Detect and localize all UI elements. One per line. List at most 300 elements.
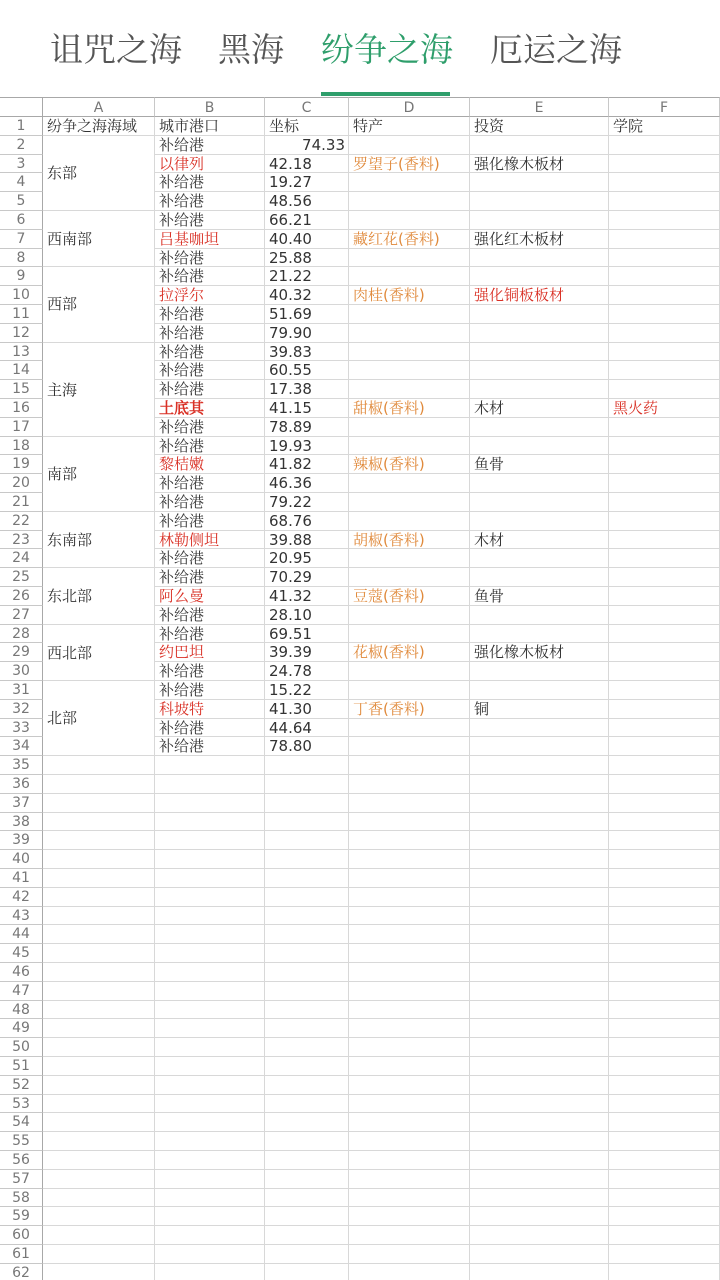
grid-cell[interactable]	[265, 982, 349, 1001]
coordinate-cell[interactable]: 66.21	[265, 211, 349, 230]
grid-cell[interactable]	[609, 173, 720, 192]
coordinate-cell[interactable]: 17.38	[265, 380, 349, 399]
grid-cell[interactable]	[609, 587, 720, 606]
grid-cell[interactable]	[155, 1001, 265, 1020]
grid-cell[interactable]	[43, 1207, 155, 1226]
grid-cell[interactable]	[43, 1245, 155, 1264]
row-header[interactable]: 16	[0, 399, 43, 418]
grid-cell[interactable]	[470, 1226, 609, 1245]
coordinate-cell[interactable]: 78.89	[265, 418, 349, 437]
coordinate-cell[interactable]: 60.55	[265, 361, 349, 380]
coordinate-cell[interactable]: 21.22	[265, 267, 349, 286]
grid-cell[interactable]	[609, 737, 720, 756]
grid-cell[interactable]	[155, 1207, 265, 1226]
grid-cell[interactable]	[349, 775, 470, 794]
grid-cell[interactable]	[265, 1226, 349, 1245]
grid-cell[interactable]	[470, 1076, 609, 1095]
grid-cell[interactable]	[609, 1001, 720, 1020]
grid-cell[interactable]	[349, 549, 470, 568]
grid-cell[interactable]	[609, 681, 720, 700]
grid-cell[interactable]	[349, 1076, 470, 1095]
grid-cell[interactable]	[609, 455, 720, 474]
grid-cell[interactable]	[470, 982, 609, 1001]
grid-cell[interactable]	[265, 794, 349, 813]
region-cell[interactable]: 西南部	[43, 211, 155, 267]
grid-cell[interactable]	[155, 775, 265, 794]
grid-cell[interactable]	[265, 1057, 349, 1076]
grid-cell[interactable]	[349, 493, 470, 512]
grid-cell[interactable]	[609, 549, 720, 568]
grid-cell[interactable]	[470, 1019, 609, 1038]
header-cell[interactable]: 坐标	[265, 117, 349, 136]
coordinate-cell[interactable]: 69.51	[265, 625, 349, 644]
grid-cell[interactable]	[470, 136, 609, 155]
row-header[interactable]: 14	[0, 361, 43, 380]
grid-cell[interactable]	[349, 925, 470, 944]
grid-cell[interactable]	[609, 982, 720, 1001]
grid-cell[interactable]	[43, 813, 155, 832]
coordinate-cell[interactable]: 19.93	[265, 437, 349, 456]
row-header[interactable]: 34	[0, 737, 43, 756]
grid-cell[interactable]	[470, 418, 609, 437]
row-header[interactable]: 37	[0, 794, 43, 813]
grid-cell[interactable]	[43, 1189, 155, 1208]
city-cell[interactable]: 补给港	[155, 305, 265, 324]
grid-cell[interactable]	[349, 343, 470, 362]
grid-cell[interactable]	[609, 775, 720, 794]
grid-cell[interactable]	[265, 1076, 349, 1095]
grid-cell[interactable]	[349, 606, 470, 625]
row-header[interactable]: 25	[0, 568, 43, 587]
row-header[interactable]: 50	[0, 1038, 43, 1057]
region-cell[interactable]: 东南部	[43, 512, 155, 568]
grid-cell[interactable]	[155, 1076, 265, 1095]
grid-cell[interactable]	[609, 1057, 720, 1076]
coordinate-cell[interactable]: 48.56	[265, 192, 349, 211]
grid-cell[interactable]	[470, 850, 609, 869]
coordinate-cell[interactable]: 40.32	[265, 286, 349, 305]
region-cell[interactable]: 西北部	[43, 625, 155, 681]
grid-cell[interactable]	[155, 907, 265, 926]
row-header[interactable]: 61	[0, 1245, 43, 1264]
grid-cell[interactable]	[470, 493, 609, 512]
city-cell[interactable]: 吕基咖坦	[155, 230, 265, 249]
coordinate-cell[interactable]: 24.78	[265, 662, 349, 681]
grid-cell[interactable]	[43, 756, 155, 775]
row-header[interactable]: 7	[0, 230, 43, 249]
row-header[interactable]: 62	[0, 1264, 43, 1280]
row-header[interactable]: 32	[0, 700, 43, 719]
row-header[interactable]: 57	[0, 1170, 43, 1189]
tab-black-sea[interactable]: 黑海	[218, 30, 284, 69]
row-header[interactable]: 44	[0, 925, 43, 944]
city-cell[interactable]: 补给港	[155, 361, 265, 380]
grid-cell[interactable]	[349, 1095, 470, 1114]
grid-cell[interactable]	[349, 249, 470, 268]
grid-cell[interactable]	[349, 1001, 470, 1020]
city-cell[interactable]: 补给港	[155, 267, 265, 286]
grid-cell[interactable]	[349, 850, 470, 869]
grid-cell[interactable]	[470, 1095, 609, 1114]
region-cell[interactable]: 南部	[43, 437, 155, 512]
city-cell[interactable]: 补给港	[155, 549, 265, 568]
grid-cell[interactable]	[43, 775, 155, 794]
grid-cell[interactable]	[155, 1170, 265, 1189]
city-cell[interactable]: 黎桔嫩	[155, 455, 265, 474]
row-header[interactable]: 13	[0, 343, 43, 362]
grid-cell[interactable]	[265, 907, 349, 926]
grid-cell[interactable]	[349, 982, 470, 1001]
grid-cell[interactable]	[349, 813, 470, 832]
grid-cell[interactable]	[43, 1113, 155, 1132]
grid-cell[interactable]	[609, 230, 720, 249]
grid-cell[interactable]	[609, 1076, 720, 1095]
grid-cell[interactable]	[470, 568, 609, 587]
coordinate-cell[interactable]: 74.33	[265, 136, 349, 155]
grid-cell[interactable]	[609, 1132, 720, 1151]
grid-cell[interactable]	[470, 249, 609, 268]
grid-cell[interactable]	[155, 794, 265, 813]
grid-cell[interactable]	[609, 418, 720, 437]
grid-cell[interactable]	[609, 700, 720, 719]
coordinate-cell[interactable]: 46.36	[265, 474, 349, 493]
specialty-cell[interactable]: 胡椒(香料)	[349, 531, 470, 550]
grid-cell[interactable]	[265, 1095, 349, 1114]
grid-cell[interactable]	[43, 869, 155, 888]
grid-cell[interactable]	[265, 963, 349, 982]
grid-cell[interactable]	[349, 794, 470, 813]
grid-cell[interactable]	[43, 982, 155, 1001]
column-header-e[interactable]: E	[470, 97, 609, 117]
grid-cell[interactable]	[349, 719, 470, 738]
row-header[interactable]: 40	[0, 850, 43, 869]
coordinate-cell[interactable]: 51.69	[265, 305, 349, 324]
grid-cell[interactable]	[349, 380, 470, 399]
grid-cell[interactable]	[609, 1207, 720, 1226]
investment-cell[interactable]: 鱼骨	[470, 587, 609, 606]
grid-cell[interactable]	[470, 1038, 609, 1057]
grid-cell[interactable]	[470, 681, 609, 700]
grid-cell[interactable]	[155, 1038, 265, 1057]
grid-cell[interactable]	[265, 1189, 349, 1208]
grid-cell[interactable]	[609, 155, 720, 174]
grid-cell[interactable]	[265, 775, 349, 794]
grid-cell[interactable]	[265, 1038, 349, 1057]
row-header[interactable]: 9	[0, 267, 43, 286]
grid-cell[interactable]	[470, 549, 609, 568]
city-cell[interactable]: 土底其	[155, 399, 265, 418]
grid-cell[interactable]	[349, 1226, 470, 1245]
grid-cell[interactable]	[609, 756, 720, 775]
row-header[interactable]: 58	[0, 1189, 43, 1208]
coordinate-cell[interactable]: 78.80	[265, 737, 349, 756]
grid-cell[interactable]	[349, 1207, 470, 1226]
grid-cell[interactable]	[155, 850, 265, 869]
grid-cell[interactable]	[609, 286, 720, 305]
grid-cell[interactable]	[265, 831, 349, 850]
header-cell[interactable]: 特产	[349, 117, 470, 136]
grid-cell[interactable]	[609, 1019, 720, 1038]
grid-cell[interactable]	[349, 963, 470, 982]
row-header[interactable]: 22	[0, 512, 43, 531]
investment-cell[interactable]: 强化铜板板材	[470, 286, 609, 305]
grid-cell[interactable]	[43, 963, 155, 982]
row-header[interactable]: 26	[0, 587, 43, 606]
specialty-cell[interactable]: 丁香(香料)	[349, 700, 470, 719]
city-cell[interactable]: 补给港	[155, 719, 265, 738]
row-header[interactable]: 59	[0, 1207, 43, 1226]
grid-cell[interactable]	[349, 474, 470, 493]
grid-cell[interactable]	[470, 719, 609, 738]
coordinate-cell[interactable]: 79.90	[265, 324, 349, 343]
row-header[interactable]: 54	[0, 1113, 43, 1132]
grid-cell[interactable]	[349, 192, 470, 211]
grid-cell[interactable]	[609, 343, 720, 362]
city-cell[interactable]: 以律列	[155, 155, 265, 174]
coordinate-cell[interactable]: 40.40	[265, 230, 349, 249]
row-header[interactable]: 38	[0, 813, 43, 832]
grid-cell[interactable]	[349, 681, 470, 700]
grid-cell[interactable]	[155, 888, 265, 907]
coordinate-cell[interactable]: 44.64	[265, 719, 349, 738]
grid-cell[interactable]	[349, 211, 470, 230]
grid-cell[interactable]	[470, 925, 609, 944]
grid-cell[interactable]	[470, 192, 609, 211]
row-header[interactable]: 15	[0, 380, 43, 399]
grid-cell[interactable]	[470, 437, 609, 456]
grid-cell[interactable]	[609, 625, 720, 644]
row-header[interactable]: 33	[0, 719, 43, 738]
header-cell[interactable]: 城市港口	[155, 117, 265, 136]
header-cell[interactable]: 投资	[470, 117, 609, 136]
grid-cell[interactable]	[609, 380, 720, 399]
grid-cell[interactable]	[609, 512, 720, 531]
grid-cell[interactable]	[609, 963, 720, 982]
coordinate-cell[interactable]: 19.27	[265, 173, 349, 192]
grid-cell[interactable]	[43, 1038, 155, 1057]
row-header[interactable]: 51	[0, 1057, 43, 1076]
city-cell[interactable]: 补给港	[155, 173, 265, 192]
grid-cell[interactable]	[155, 1264, 265, 1280]
row-header[interactable]: 35	[0, 756, 43, 775]
spreadsheet-grid[interactable]	[0, 97, 720, 1280]
grid-cell[interactable]	[155, 756, 265, 775]
grid-cell[interactable]	[43, 888, 155, 907]
city-cell[interactable]: 补给港	[155, 493, 265, 512]
grid-cell[interactable]	[609, 606, 720, 625]
grid-cell[interactable]	[155, 813, 265, 832]
grid-cell[interactable]	[265, 1001, 349, 1020]
city-cell[interactable]: 拉浮尔	[155, 286, 265, 305]
city-cell[interactable]: 补给港	[155, 681, 265, 700]
column-header-b[interactable]: B	[155, 97, 265, 117]
grid-cell[interactable]	[609, 568, 720, 587]
grid-cell[interactable]	[349, 831, 470, 850]
city-cell[interactable]: 科坡特	[155, 700, 265, 719]
grid-cell[interactable]	[349, 907, 470, 926]
row-header[interactable]: 27	[0, 606, 43, 625]
grid-cell[interactable]	[609, 1245, 720, 1264]
city-cell[interactable]: 补给港	[155, 606, 265, 625]
row-header[interactable]: 39	[0, 831, 43, 850]
grid-cell[interactable]	[609, 1113, 720, 1132]
row-header[interactable]: 28	[0, 625, 43, 644]
coordinate-cell[interactable]: 25.88	[265, 249, 349, 268]
grid-cell[interactable]	[609, 1095, 720, 1114]
investment-cell[interactable]: 铜	[470, 700, 609, 719]
grid-cell[interactable]	[470, 1189, 609, 1208]
grid-cell[interactable]	[349, 737, 470, 756]
grid-cell[interactable]	[609, 531, 720, 550]
grid-cell[interactable]	[349, 1170, 470, 1189]
grid-cell[interactable]	[349, 568, 470, 587]
grid-cell[interactable]	[349, 136, 470, 155]
row-header[interactable]: 24	[0, 549, 43, 568]
grid-cell[interactable]	[155, 1151, 265, 1170]
grid-cell[interactable]	[43, 1076, 155, 1095]
grid-cell[interactable]	[609, 888, 720, 907]
grid-cell[interactable]	[349, 1189, 470, 1208]
grid-cell[interactable]	[349, 267, 470, 286]
row-header[interactable]: 21	[0, 493, 43, 512]
coordinate-cell[interactable]: 68.76	[265, 512, 349, 531]
grid-cell[interactable]	[609, 305, 720, 324]
grid-cell[interactable]	[609, 944, 720, 963]
grid-cell[interactable]	[470, 267, 609, 286]
specialty-cell[interactable]: 藏红花(香料)	[349, 230, 470, 249]
column-header-c[interactable]: C	[265, 97, 349, 117]
grid-cell[interactable]	[43, 1019, 155, 1038]
coordinate-cell[interactable]: 41.32	[265, 587, 349, 606]
grid-cell[interactable]	[155, 982, 265, 1001]
specialty-cell[interactable]: 甜椒(香料)	[349, 399, 470, 418]
grid-cell[interactable]	[609, 437, 720, 456]
region-cell[interactable]: 北部	[43, 681, 155, 756]
grid-cell[interactable]	[265, 756, 349, 775]
city-cell[interactable]: 补给港	[155, 568, 265, 587]
specialty-cell[interactable]: 豆蔻(香料)	[349, 587, 470, 606]
row-header[interactable]: 6	[0, 211, 43, 230]
city-cell[interactable]: 补给港	[155, 324, 265, 343]
row-header[interactable]: 30	[0, 662, 43, 681]
city-cell[interactable]: 补给港	[155, 625, 265, 644]
header-cell[interactable]: 学院	[609, 117, 720, 136]
grid-cell[interactable]	[349, 1151, 470, 1170]
coordinate-cell[interactable]: 79.22	[265, 493, 349, 512]
grid-cell[interactable]	[609, 267, 720, 286]
city-cell[interactable]: 补给港	[155, 512, 265, 531]
grid-cell[interactable]	[470, 512, 609, 531]
row-header[interactable]: 46	[0, 963, 43, 982]
header-cell[interactable]: 纷争之海海域	[43, 117, 155, 136]
grid-cell[interactable]	[470, 1057, 609, 1076]
grid-cell[interactable]	[155, 1019, 265, 1038]
grid-cell[interactable]	[155, 1245, 265, 1264]
grid-cell[interactable]	[470, 794, 609, 813]
grid-cell[interactable]	[609, 136, 720, 155]
region-cell[interactable]: 东部	[43, 136, 155, 211]
grid-cell[interactable]	[155, 1189, 265, 1208]
row-header[interactable]: 29	[0, 643, 43, 662]
grid-cell[interactable]	[609, 361, 720, 380]
grid-cell[interactable]	[43, 1057, 155, 1076]
investment-cell[interactable]: 强化橡木板材	[470, 155, 609, 174]
row-header[interactable]: 19	[0, 455, 43, 474]
grid-cell[interactable]	[609, 831, 720, 850]
grid-cell[interactable]	[609, 1189, 720, 1208]
region-cell[interactable]: 西部	[43, 267, 155, 342]
grid-cell[interactable]	[470, 211, 609, 230]
row-header[interactable]: 12	[0, 324, 43, 343]
grid-cell[interactable]	[265, 869, 349, 888]
specialty-cell[interactable]: 罗望子(香料)	[349, 155, 470, 174]
grid-cell[interactable]	[470, 1170, 609, 1189]
specialty-cell[interactable]: 辣椒(香料)	[349, 455, 470, 474]
row-header[interactable]: 20	[0, 474, 43, 493]
row-header[interactable]: 53	[0, 1095, 43, 1114]
grid-cell[interactable]	[470, 813, 609, 832]
grid-cell[interactable]	[470, 831, 609, 850]
grid-cell[interactable]	[609, 192, 720, 211]
coordinate-cell[interactable]: 42.18	[265, 155, 349, 174]
tab-doom-sea[interactable]: 厄运之海	[490, 30, 622, 69]
city-cell[interactable]: 补给港	[155, 192, 265, 211]
grid-cell[interactable]	[470, 305, 609, 324]
row-header[interactable]: 43	[0, 907, 43, 926]
city-cell[interactable]: 阿么曼	[155, 587, 265, 606]
grid-cell[interactable]	[609, 1151, 720, 1170]
region-cell[interactable]: 东北部	[43, 568, 155, 624]
grid-cell[interactable]	[609, 249, 720, 268]
row-header[interactable]: 10	[0, 286, 43, 305]
grid-cell[interactable]	[349, 305, 470, 324]
row-header[interactable]: 18	[0, 437, 43, 456]
city-cell[interactable]: 补给港	[155, 418, 265, 437]
row-header[interactable]: 36	[0, 775, 43, 794]
city-cell[interactable]: 约巴坦	[155, 643, 265, 662]
tab-strife-sea[interactable]: 纷争之海	[321, 30, 453, 69]
row-header[interactable]: 17	[0, 418, 43, 437]
investment-cell[interactable]: 强化红木板材	[470, 230, 609, 249]
grid-cell[interactable]	[470, 1245, 609, 1264]
row-header[interactable]: 42	[0, 888, 43, 907]
row-header[interactable]: 5	[0, 192, 43, 211]
row-header[interactable]: 49	[0, 1019, 43, 1038]
coordinate-cell[interactable]: 41.82	[265, 455, 349, 474]
row-header[interactable]: 55	[0, 1132, 43, 1151]
grid-cell[interactable]	[265, 1132, 349, 1151]
grid-cell[interactable]	[265, 1245, 349, 1264]
row-header[interactable]: 23	[0, 531, 43, 550]
city-cell[interactable]: 补给港	[155, 437, 265, 456]
grid-cell[interactable]	[470, 1113, 609, 1132]
grid-cell[interactable]	[609, 662, 720, 681]
grid-cell[interactable]	[265, 1113, 349, 1132]
grid-cell[interactable]	[470, 756, 609, 775]
grid-cell[interactable]	[349, 1264, 470, 1280]
coordinate-cell[interactable]: 41.15	[265, 399, 349, 418]
grid-cell[interactable]	[609, 643, 720, 662]
grid-cell[interactable]	[349, 1132, 470, 1151]
city-cell[interactable]: 补给港	[155, 474, 265, 493]
grid-cell[interactable]	[470, 324, 609, 343]
coordinate-cell[interactable]: 41.30	[265, 700, 349, 719]
grid-cell[interactable]	[43, 1132, 155, 1151]
academy-cell[interactable]: 黑火药	[609, 399, 720, 418]
grid-cell[interactable]	[349, 869, 470, 888]
city-cell[interactable]: 补给港	[155, 662, 265, 681]
grid-cell[interactable]	[470, 343, 609, 362]
